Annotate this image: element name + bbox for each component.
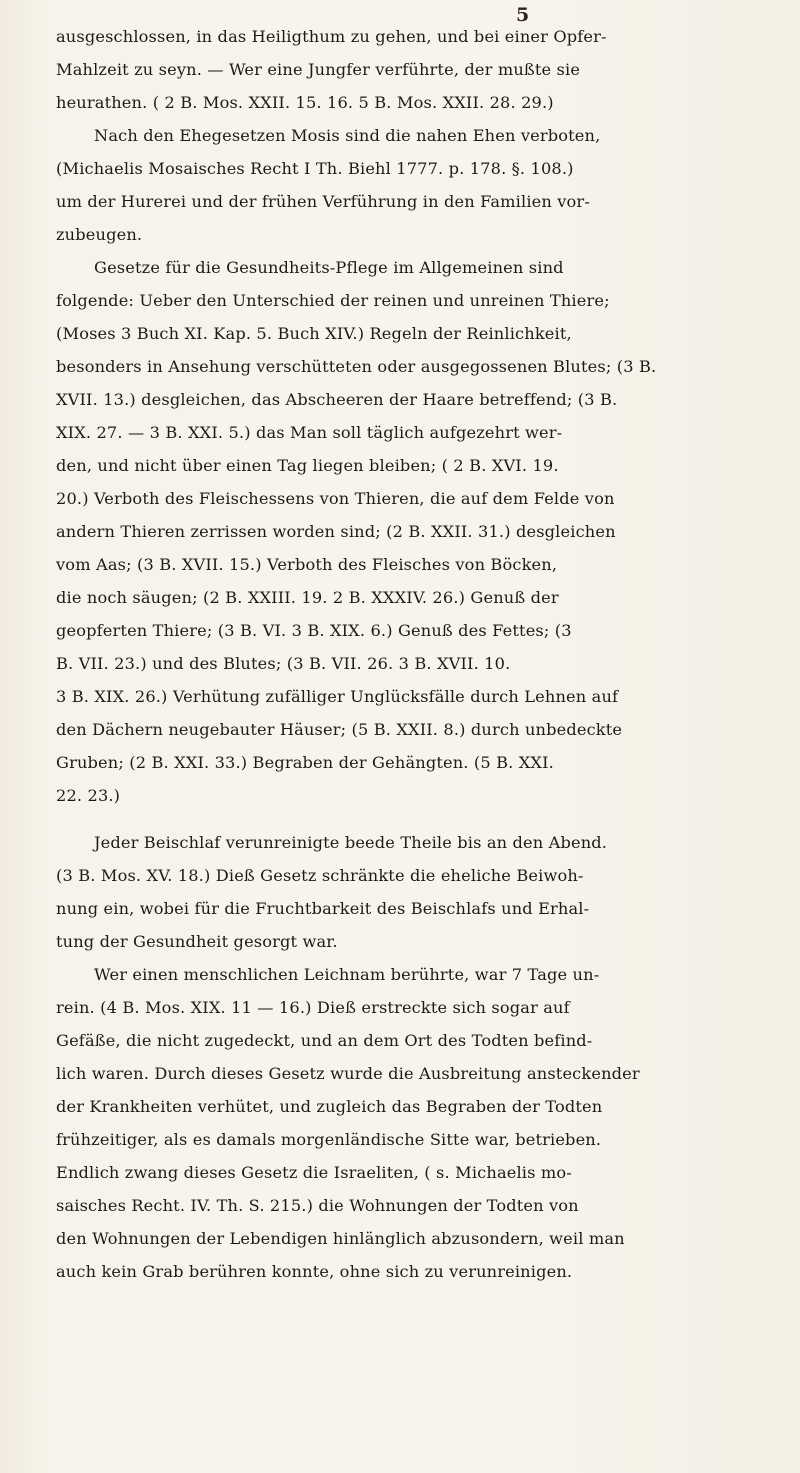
text-line: Jeder Beischlaf verunreinigte beede Theile bis an den Abend. (94, 833, 608, 852)
text-line: (3 B. Mos. XV. 18.) Dieß Gesetz schränkte die eheliche Beiwoh- (56, 866, 584, 885)
text-line: um der Hurerei und der frühen Verführung in den Familien vor- (56, 192, 590, 211)
text-line: (Michaelis Mosaisches Recht I Th. Biehl 1777. p. 178. §. 108.) (56, 159, 574, 178)
text-line: XVII. 13.) desgleichen, das Abscheeren der Haare betreffend; (3 B. (56, 390, 618, 409)
text-line: heurathen. ( 2 B. Mos. XXII. 15. 16. 5 B. Mos. XXII. 28. 29.) (56, 93, 554, 112)
text-line: der Krankheiten verhütet, und zugleich das Begraben der Todten (56, 1097, 603, 1116)
text-line: die noch säugen; (2 B. XXIII. 19. 2 B. XXXIV. 26.) Genuß der (56, 588, 559, 607)
text-line: Nach den Ehegesetzen Mosis sind die nahen Ehen verboten, (94, 126, 601, 145)
text-line: auch kein Grab berühren konnte, ohne sich zu verunreinigen. (56, 1262, 573, 1281)
text-line: 3 B. XIX. 26.) Verhütung zufälliger Unglücksfälle durch Lehnen auf (56, 687, 619, 706)
text-line: den Wohnungen der Lebendigen hinlänglich abzusondern, weil man (56, 1229, 625, 1248)
text-line: andern Thieren zerrissen worden sind; (2 B. XXII. 31.) desgleichen (56, 522, 616, 541)
text-line: den, und nicht über einen Tag liegen bleiben; ( 2 B. XVI. 19. (56, 456, 559, 475)
text-line: 22. 23.) (56, 786, 121, 805)
text-line: 20.) Verboth des Fleischessens von Thieren, die auf dem Felde von (56, 489, 615, 508)
body-text (56, 20, 786, 1288)
text-line: besonders in Ansehung verschütteten oder ausgegossenen Blutes; (3 B. (56, 357, 657, 376)
text-line: nung ein, wobei für die Fruchtbarkeit des Beischlafs und Erhal- (56, 899, 590, 918)
text-line: geopferten Thiere; (3 B. VI. 3 B. XIX. 6.) Genuß des Fettes; (3 (56, 621, 572, 640)
text-line: tung der Gesundheit gesorgt war. (56, 932, 338, 951)
text-line: rein. (4 B. Mos. XIX. 11 — 16.) Dieß erstreckte sich sogar auf (56, 998, 570, 1017)
text-line: XIX. 27. — 3 B. XXI. 5.) das Man soll täglich aufgezehrt wer- (56, 423, 563, 442)
text-line: Gruben; (2 B. XXI. 33.) Begraben der Gehängten. (5 B. XXI. (56, 753, 554, 772)
page-number: 5 (516, 4, 530, 26)
text-line: zubeugen. (56, 225, 143, 244)
text-line: B. VII. 23.) und des Blutes; (3 B. VII. 26. 3 B. XVII. 10. (56, 654, 511, 673)
text-line: Mahlzeit zu seyn. — Wer eine Jungfer verführte, der mußte sie (56, 60, 581, 79)
text-line: Endlich zwang dieses Gesetz die Israeliten, ( s. Michaelis mo- (56, 1163, 572, 1182)
text-line: saisches Recht. IV. Th. S. 215.) die Wohnungen der Todten von (56, 1196, 579, 1215)
text-line: (Moses 3 Buch XI. Kap. 5. Buch XIV.) Regeln der Reinlichkeit, (56, 324, 572, 343)
text-line: vom Aas; (3 B. XVII. 15.) Verboth des Fleisches von Böcken, (56, 555, 558, 574)
text-line: den Dächern neugebauter Häuser; (5 B. XXII. 8.) durch unbedeckte (56, 720, 623, 739)
text-line: frühzeitiger, als es damals morgenländische Sitte war, betrieben. (56, 1130, 602, 1149)
text-line: Wer einen menschlichen Leichnam berührte, war 7 Tage un- (94, 965, 600, 984)
text-line: ausgeschlossen, in das Heiligthum zu gehen, und bei einer Opfer- (56, 27, 607, 46)
text-line: folgende: Ueber den Unterschied der reinen und unreinen Thiere; (56, 291, 610, 310)
text-line: Gesetze für die Gesundheits-Pflege im Allgemeinen sind (94, 258, 564, 277)
text-line: lich waren. Durch dieses Gesetz wurde die Ausbreitung ansteckender (56, 1064, 640, 1083)
text-line: Gefäße, die nicht zugedeckt, und an dem Ort des Todten befind- (56, 1031, 593, 1050)
